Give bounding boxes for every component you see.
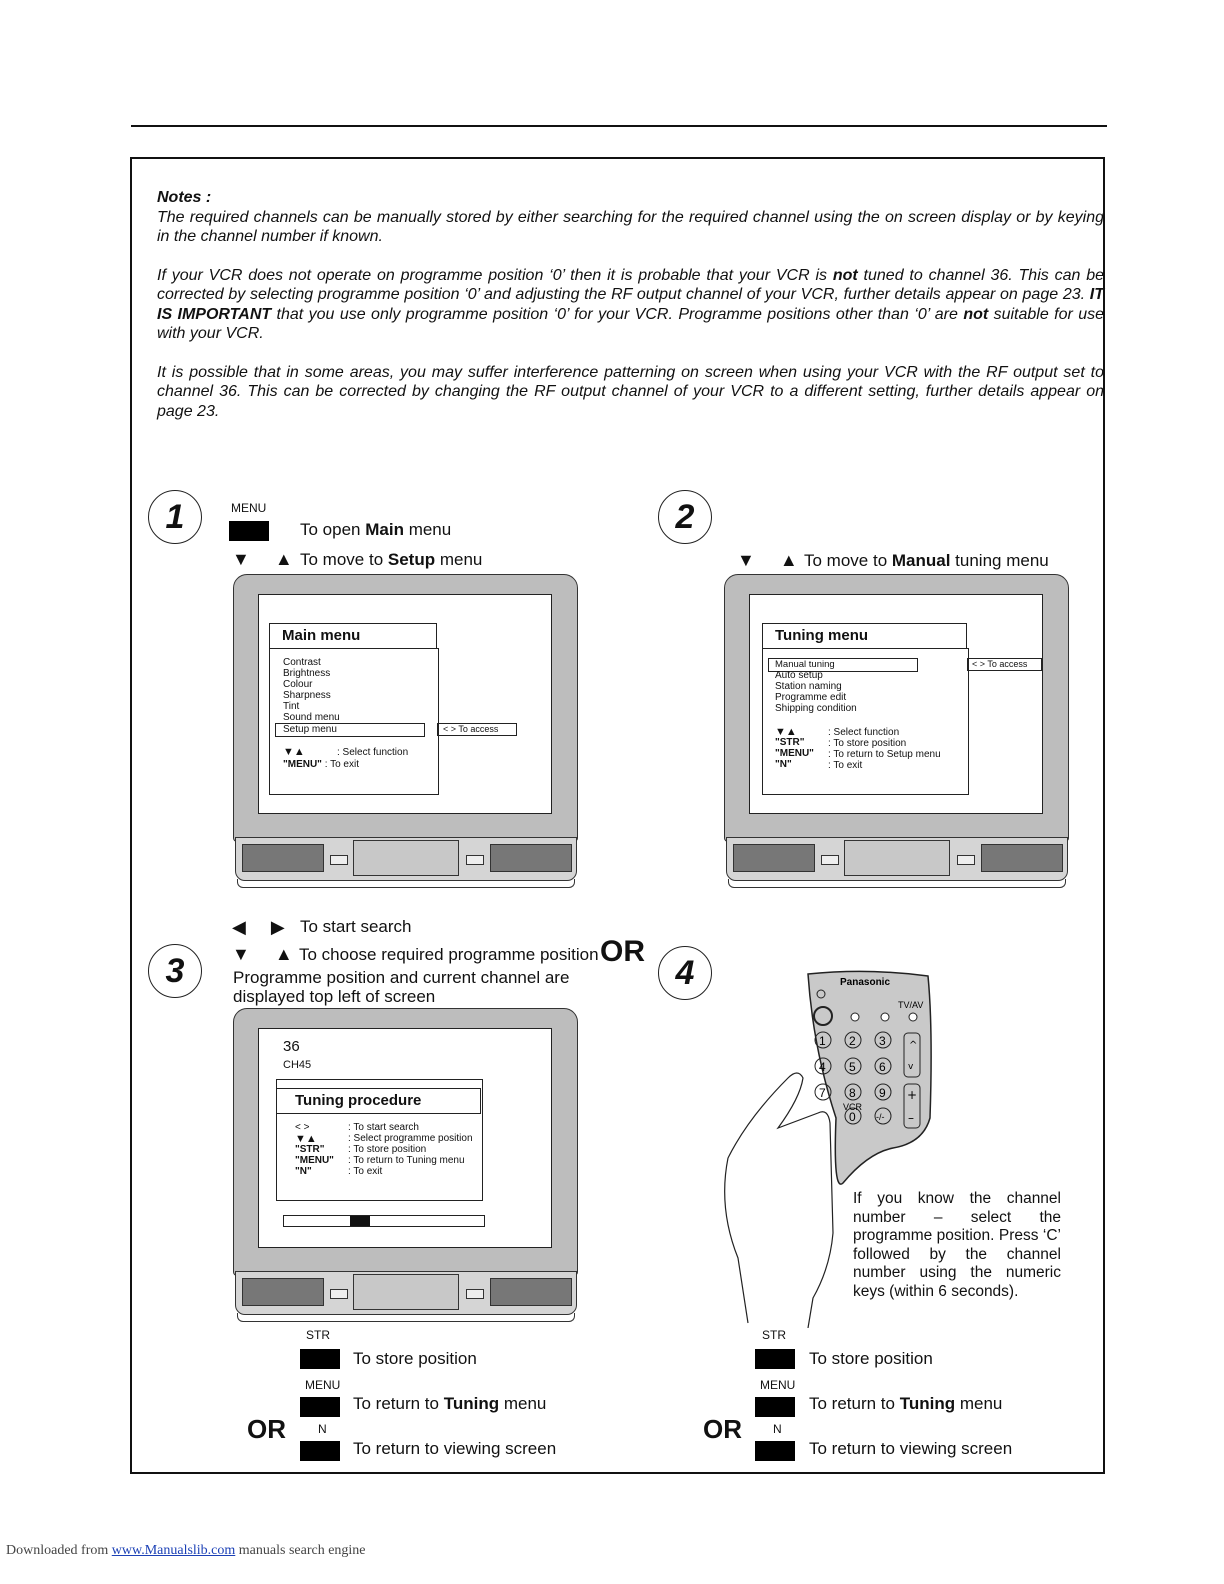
- tuning-menu-item: Auto setup: [775, 670, 823, 681]
- menu-key-label: MENU: [305, 1378, 341, 1392]
- str-key-label: STR: [306, 1328, 330, 1342]
- open-main-menu-instruction: To open Main menu: [300, 520, 452, 539]
- tv-step-1: [233, 574, 578, 890]
- access-hint: < > To access: [443, 724, 499, 734]
- manualslib-link[interactable]: www.Manualslib.com: [111, 1543, 236, 1558]
- help-value: : To return to Tuning menu: [348, 1155, 465, 1166]
- main-menu-title: Main menu: [269, 623, 437, 649]
- menu-key-label: MENU: [760, 1378, 796, 1392]
- main-menu-item: Contrast: [283, 657, 321, 668]
- help-select: : Select function: [337, 747, 409, 758]
- tuning-procedure-title: Tuning procedure: [276, 1088, 481, 1114]
- help-value: : To exit: [828, 760, 863, 771]
- digit-label: 5: [849, 1060, 856, 1074]
- help-value: : To exit: [348, 1166, 383, 1177]
- store-position-instruction: To store position: [353, 1349, 477, 1368]
- n-key[interactable]: [300, 1441, 340, 1461]
- current-channel: CH45: [283, 1059, 312, 1071]
- help-key: "MENU": [775, 748, 814, 759]
- move-to-manual-instruction: To move to Manual tuning menu: [804, 551, 1049, 570]
- help-key: "MENU": [295, 1155, 334, 1166]
- str-key[interactable]: [300, 1349, 340, 1369]
- or-divider: OR: [600, 935, 645, 968]
- up-down-arrow-icons: ▼ ▲: [232, 549, 303, 569]
- help-exit: "MENU" : To exit: [283, 759, 359, 770]
- digit-label: 0: [849, 1110, 856, 1124]
- notes-section: [157, 188, 1104, 440]
- step-3-description-line-1: Programme position and current channel are: [233, 968, 570, 987]
- tuning-menu-item-manual: Manual tuning: [775, 659, 835, 670]
- notes-paragraph-2: If your VCR does not operate on programme position ‘0’ then it is probable that your VCR is not tuned to channel 36. This can be corrected by selecting programme position ‘0’ and adjusting the RF output channel of your VCR, further details appear on page 23. IT IS IMPORTANT that you use only programme position ‘0’ for your VCR. Programme positions other than ‘0’ are not suitable for use with your VCR.: [157, 266, 1105, 342]
- svg-text:^: ^: [909, 1040, 918, 1051]
- notes-paragraph-1: The required channels can be manually stored by either searching for the required channel using the on screen display or by keying in the channel number if known.: [157, 208, 1104, 245]
- menu-key[interactable]: [755, 1397, 795, 1417]
- tv-av-label: TV/AV: [898, 1000, 924, 1010]
- help-value: : To start search: [348, 1122, 419, 1133]
- return-tuning-instruction: To return to Tuning menu: [353, 1394, 547, 1413]
- main-menu-item: Sound menu: [283, 712, 340, 723]
- n-key-label: N: [773, 1422, 782, 1436]
- tv-av-button[interactable]: [909, 1013, 917, 1021]
- main-menu-item: Colour: [283, 679, 313, 690]
- tuning-menu-item: Programme edit: [775, 692, 847, 703]
- tv-step-2: [724, 574, 1069, 890]
- footer: Downloaded from www.Manualslib.com manuals search engine: [6, 1543, 366, 1558]
- svg-text:v: v: [908, 1062, 914, 1072]
- notes-title: Notes :: [157, 189, 212, 206]
- help-value: : To return to Setup menu: [828, 749, 941, 760]
- step-2-badge: 2: [658, 490, 712, 544]
- step-1-badge: 1: [148, 490, 202, 544]
- help-key: ▼▲: [295, 1133, 317, 1145]
- digit-label: 8: [849, 1086, 856, 1100]
- step-4-badge: 4: [658, 946, 712, 1000]
- help-key: < >: [295, 1122, 310, 1133]
- str-key[interactable]: [755, 1349, 795, 1369]
- n-key-label: N: [318, 1422, 327, 1436]
- tv-step-3: [233, 1008, 578, 1324]
- digit-label: 6: [879, 1060, 886, 1074]
- step-3-badge: 3: [148, 944, 202, 998]
- or-label: OR: [703, 1414, 742, 1444]
- n-key[interactable]: [755, 1441, 795, 1461]
- notes-paragraph-3: It is possible that in some areas, you may suffer interference patterning on screen when using your VCR with the RF output set to channel 36. This can be corrected by changing the RF output channel of your VCR to a different setting, further details appear on page 23.: [157, 363, 1104, 420]
- left-right-arrow-icons: ◀ ▶: [232, 917, 295, 937]
- return-tuning-instruction: To return to Tuning menu: [809, 1394, 1003, 1413]
- tuning-menu-title: Tuning menu: [762, 623, 967, 649]
- digit-label: 4: [819, 1060, 826, 1074]
- main-menu-item-setup: Setup menu: [283, 724, 337, 735]
- move-to-setup-instruction: To move to Setup menu: [300, 550, 483, 569]
- digit-mode-label: -/-: [876, 1112, 885, 1122]
- help-key: "N": [775, 759, 792, 770]
- direct-entry-instructions: If you know the channel number – select the programme position. Press ‘C’ followed by the channel number using the numeric keys (within 6 seconds).: [853, 1190, 1061, 1300]
- digit-label: 9: [879, 1086, 886, 1100]
- str-key-label: STR: [762, 1328, 786, 1342]
- hand-illustration: [725, 1073, 833, 1328]
- access-hint: < > To access: [972, 659, 1028, 669]
- search-progress-bar: [283, 1215, 485, 1227]
- remote-small-button[interactable]: [881, 1013, 889, 1021]
- step-3-description-line-2: displayed top left of screen: [233, 987, 436, 1006]
- digit-label: 3: [879, 1034, 886, 1048]
- help-key: ▼▲: [775, 726, 797, 738]
- start-search-instruction: To start search: [300, 917, 412, 936]
- help-value: : To store position: [348, 1144, 427, 1155]
- programme-position: 36: [283, 1038, 300, 1055]
- help-key: "STR": [295, 1144, 325, 1155]
- main-menu-item: Brightness: [283, 668, 331, 679]
- tuning-menu-item: Shipping condition: [775, 703, 857, 714]
- help-arrows: ▼▲: [283, 746, 305, 758]
- digit-label: 1: [819, 1034, 826, 1048]
- remote-small-button[interactable]: [851, 1013, 859, 1021]
- choose-position-instruction: To choose required programme position: [299, 945, 599, 964]
- svg-text:+: +: [907, 1088, 918, 1102]
- digit-label: 7: [819, 1086, 826, 1100]
- menu-key[interactable]: [300, 1397, 340, 1417]
- main-menu-item: Sharpness: [283, 690, 331, 701]
- menu-key-label: MENU: [231, 501, 267, 515]
- main-menu-item: Tint: [283, 701, 300, 712]
- return-viewing-instruction: To return to viewing screen: [353, 1439, 557, 1458]
- menu-key[interactable]: [229, 521, 269, 541]
- up-down-arrow-icons: ▼ ▲: [232, 944, 303, 964]
- digit-label: 2: [849, 1034, 856, 1048]
- svg-text:–: –: [908, 1111, 914, 1125]
- store-position-instruction: To store position: [809, 1349, 933, 1368]
- up-down-arrow-icons: ▼ ▲: [737, 550, 808, 570]
- help-key: "N": [295, 1166, 312, 1177]
- header-rule: [131, 125, 1107, 127]
- remote-brand: Panasonic: [840, 977, 891, 988]
- or-label: OR: [247, 1414, 286, 1444]
- help-key: "STR": [775, 737, 805, 748]
- search-progress-indicator: [350, 1216, 370, 1226]
- vcr-label: VCR: [843, 1102, 863, 1112]
- tuning-menu-item: Station naming: [775, 681, 842, 692]
- help-value: : Select programme position: [348, 1133, 473, 1144]
- return-viewing-instruction: To return to viewing screen: [809, 1439, 1013, 1458]
- help-value: : Select function: [828, 727, 900, 738]
- help-value: : To store position: [828, 738, 907, 749]
